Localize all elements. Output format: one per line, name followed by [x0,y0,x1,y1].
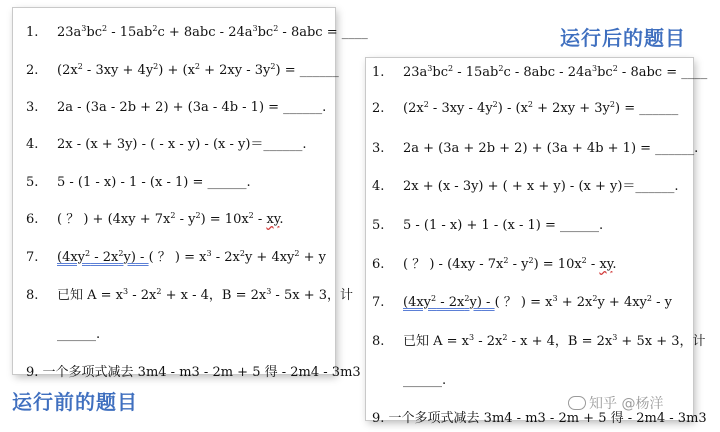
expr: + 2xy - 3y [200,63,271,78]
problem-6 [366,257,693,273]
expr: - 15ab [453,65,499,80]
problem-7 [13,250,335,266]
expr: bc [86,25,102,40]
answer-blank: ______. [57,327,101,342]
expr: c + 8abc - 24a [157,25,253,40]
problem-number: 6. [26,212,39,227]
expr: . [279,212,284,227]
expr: y) [123,250,136,265]
exponent: 2 [294,249,300,258]
problem-1 [13,24,368,41]
exponent: 3 [252,24,258,33]
spellcheck-mark: xy [266,212,280,227]
problem-number: 3. [26,100,39,115]
expr: - y [508,257,529,272]
problem-number: 8. [372,334,385,349]
exponent: 2 [239,249,245,258]
expr: ) - (x [497,101,528,116]
exponent: 2 [646,294,652,303]
problem-number: 1. [26,25,39,40]
expr: 9. 一个多项式减去 3m4 - m3 - 2m + 5 得 - 2m4 - 3m3 [372,411,707,426]
exponent: 2 [77,62,83,71]
expr: bc [597,65,613,80]
exponent: 2 [592,294,598,303]
exponent: 3 [123,287,129,296]
expr: 2x - (x + 3y) - ( - x - y) - (x - y)＝______. [57,137,307,152]
expr: - 3xy + 4y [82,63,154,78]
expr: - 15ab [107,25,153,40]
exponent: 2 [170,211,176,220]
exponent: 2 [270,62,276,71]
expr: 已知 A = x [57,288,124,303]
exponent: 2 [431,294,437,303]
watermark-text: 知乎 @杨洋 [589,396,664,412]
expr: 5 - (1 - x) + 1 - (x - 1) = ______. [403,218,604,233]
chat-bubble-icon [568,396,586,410]
expr: 9. 一个多项式减去 3m4 - m3 - 2m + 5 得 - 2m4 - 3m3 [26,365,361,380]
expr: + 5x + 3，计 [617,334,706,349]
exponent: 2 [498,64,504,73]
exponent: 2 [153,62,159,71]
problem-number: 8. [26,288,39,303]
expr: ( ？ ) = x [494,295,553,310]
exponent: 2 [423,100,429,109]
exponent: 2 [85,249,91,258]
exponent: 2 [195,211,201,220]
expr: - y [175,212,196,227]
expr: - 2x [90,250,119,265]
problem-number: 6. [372,257,385,272]
problem-7 [366,295,693,311]
expr: - y [651,295,672,310]
expr: - 2x [474,334,503,349]
exponent: 2 [612,64,618,73]
expr: - 8abc = ____ [617,65,708,80]
expr: - 2x [211,250,240,265]
exponent: 3 [552,294,558,303]
expr: . [612,257,617,272]
expr: - [481,295,495,310]
problem-number: 2. [372,101,385,116]
problem-5 [366,218,693,234]
problem-8 [13,287,353,304]
exponent: 2 [527,100,533,109]
exponent: 2 [581,256,587,265]
exponent: 2 [502,333,508,342]
grammar-mark [403,295,495,310]
expr: 2a + (3a + 2b + 2) + (3a + 4b + 1) = ______. [403,141,699,156]
expr: - [586,257,600,272]
expr: + 2x [557,295,593,310]
problem-number: 7. [26,250,39,265]
grammar-mark [57,250,149,265]
problem-number: 2. [26,63,39,78]
worksheet-before [13,8,368,380]
exponent: 2 [102,24,108,33]
expr: c - 8abc - 24a [503,65,592,80]
expr: + x - 4，B = 2x [161,288,267,303]
expr: + y [299,250,326,265]
exponent: 3 [469,333,475,342]
problem-2 [13,62,339,79]
expr: - 2x [436,295,465,310]
expr: ( ？ ) + (4xy + 7x [57,212,171,227]
problem-1 [366,64,708,81]
expr: - [135,250,149,265]
problem-8-blank [366,373,693,389]
expr: 5 - (1 - x) - 1 - (x - 1) = ______. [57,175,251,190]
expr: - [253,212,267,227]
exponent: 2 [464,294,470,303]
exponent: 2 [448,64,454,73]
expr: (4xy [403,295,432,310]
expr: ) = ______ [275,63,339,78]
expr: - 3xy - 4y [428,101,493,116]
exponent: 3 [591,64,598,73]
expr: ) = 10x [533,257,582,272]
expr: y + 4xy [597,295,647,310]
problem-number: 4. [372,179,385,194]
exponent: 2 [503,256,509,265]
exponent: 3 [427,64,433,73]
problem-5 [13,175,335,191]
exponent: 3 [81,24,87,33]
expr: ( ？ ) - (4xy - 7x [403,257,504,272]
exponent: 2 [156,287,162,296]
exponent: 2 [118,249,124,258]
problem-number: 3. [372,141,385,156]
expr: 已知 A = x [403,334,470,349]
exponent: 2 [528,256,534,265]
expr: (4xy [57,250,86,265]
expr: bc [432,65,448,80]
problem-number: 5. [26,175,39,190]
problem-6 [13,212,335,228]
exponent: 2 [609,100,615,109]
problem-2 [366,101,693,117]
watermark [568,393,663,413]
expr: ) = ______ [614,101,679,116]
expr: y) [469,295,482,310]
problem-4 [366,179,693,195]
exponent: 3 [206,249,212,258]
expr: - 2x [128,288,157,303]
spellcheck-mark: xy [599,257,613,272]
exponent: 2 [152,24,158,33]
problem-number: 4. [26,137,39,152]
expr: ) + (x [158,63,195,78]
exponent: 2 [248,211,254,220]
problem-3 [13,100,335,116]
expr: ) = 10x [200,212,249,227]
answer-blank: ______. [403,373,447,388]
expr: 2x + (x - 3y) + ( + x + y) - (x + y)＝______. [403,179,679,194]
problem-number: 7. [372,295,385,310]
exponent: 3 [266,287,272,296]
expr: - x + 4，B = 2x [507,334,613,349]
expr: ( ？ ) = x [148,250,207,265]
expr: 23a [57,25,82,40]
problem-3 [366,141,699,157]
problem-number: 5. [372,218,385,233]
problem-number: 1. [372,65,385,80]
exponent: 3 [612,333,618,342]
problem-8 [366,333,706,350]
expr: bc [257,25,274,40]
problem-4 [13,137,335,153]
caption-before: 运行前的题目 [12,390,138,414]
exponent: 2 [492,100,498,109]
caption-after: 运行后的题目 [560,26,686,50]
exponent: 2 [194,62,200,71]
expr: y + 4xy [244,250,295,265]
problem-9-cut [366,411,707,427]
problem-9-cut [13,365,361,381]
worksheet-after [366,58,708,426]
expr: - 8abc = ____ [278,25,368,40]
expr: 2a - (3a - 2b + 2) + (3a - 4b - 1) = ______. [57,100,327,115]
expr: (2x [403,101,424,116]
expr: + 2xy + 3y [533,101,610,116]
problem-8-blank [13,327,335,343]
expr: (2x [57,63,78,78]
exponent: 2 [273,24,279,33]
expr: - 5x + 3，计 [271,288,353,303]
expr: 23a [403,65,428,80]
